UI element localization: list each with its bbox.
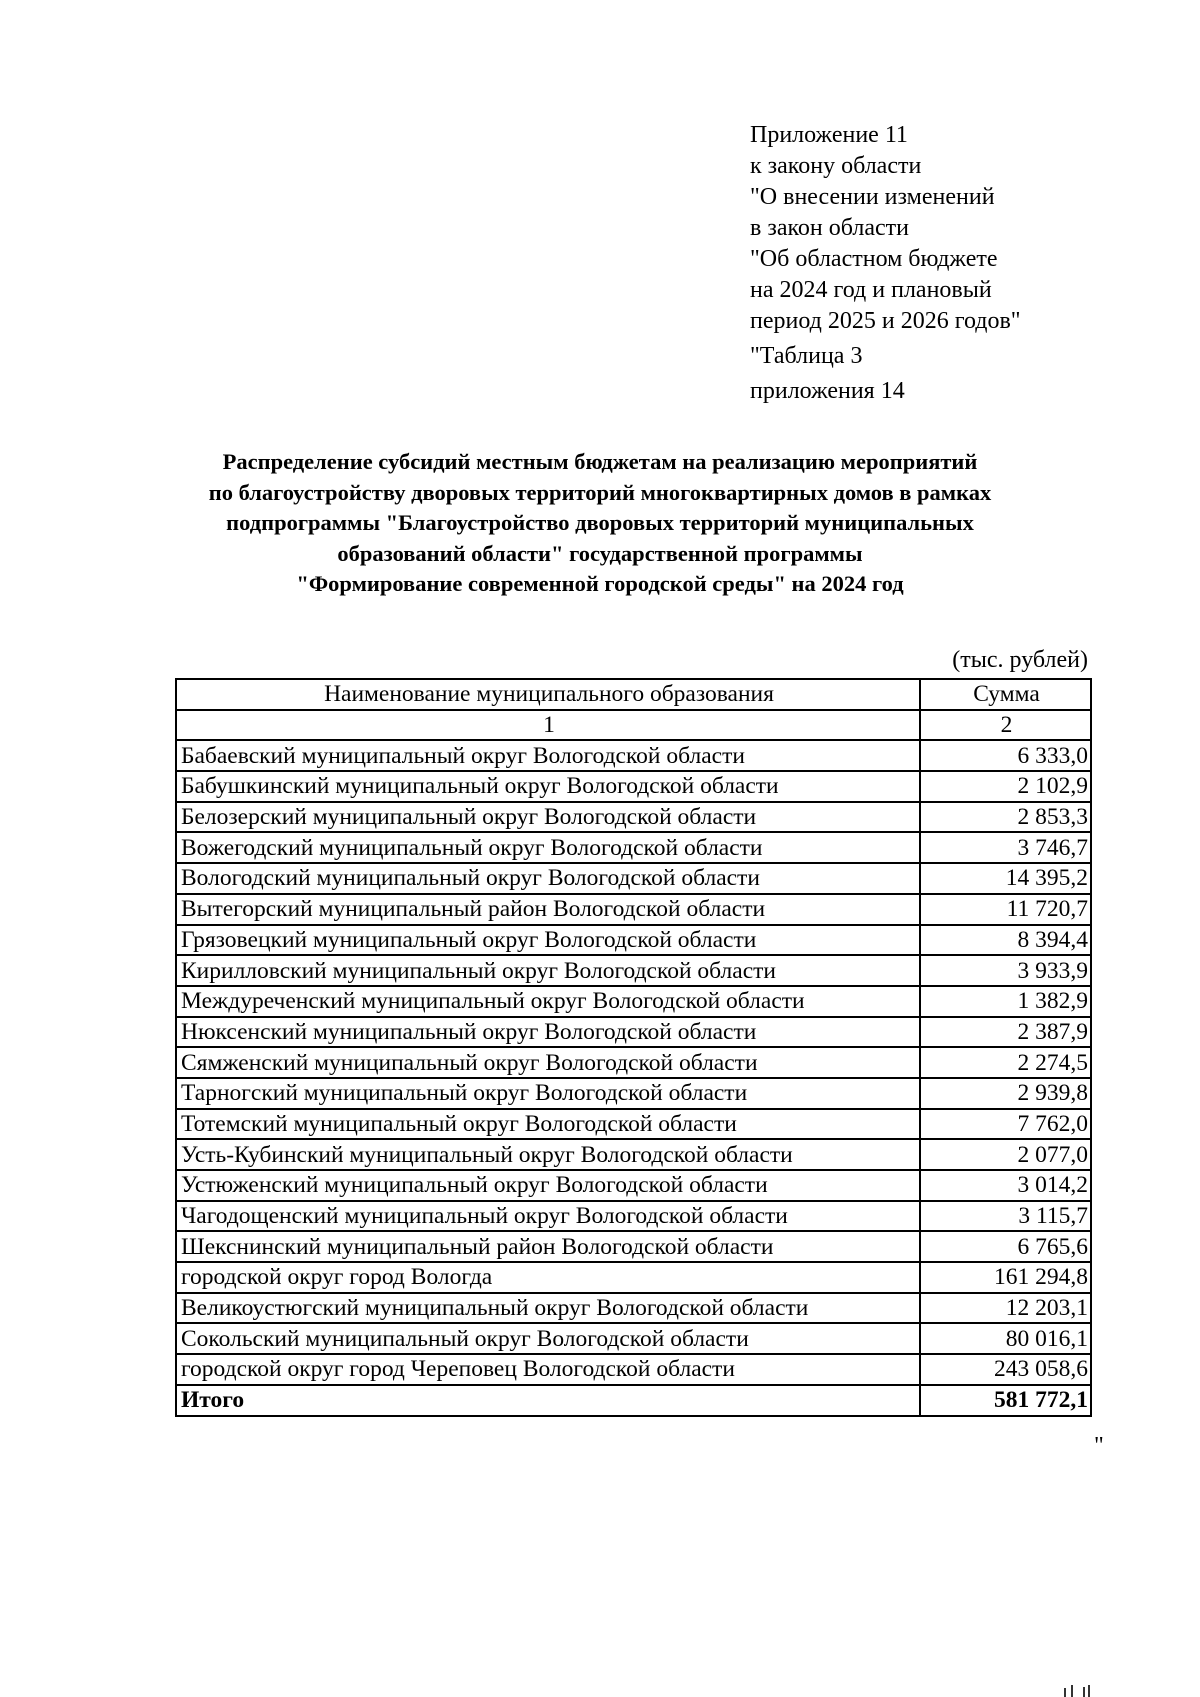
appendix-line: Приложение 11	[750, 122, 908, 148]
appendix-reference	[750, 120, 1021, 407]
subsidy-amount: 3 746,7	[920, 832, 1091, 863]
table-row	[176, 1170, 1091, 1201]
subsidy-amount: 6 333,0	[920, 740, 1091, 771]
units-label: (тыс. рублей)	[952, 647, 1088, 673]
municipality-name: Сокольский муниципальный округ Вологодской области	[176, 1323, 920, 1354]
table-row	[176, 1047, 1091, 1078]
subsidy-amount: 7 762,0	[920, 1109, 1091, 1140]
municipality-name: Грязовецкий муниципальный округ Вологодской области	[176, 925, 920, 956]
table-row	[176, 1139, 1091, 1170]
subsidy-amount: 3 014,2	[920, 1170, 1091, 1201]
municipality-name: Вологодский муниципальный округ Вологодской области	[176, 863, 920, 894]
table-row	[176, 986, 1091, 1017]
scan-artifact-marks	[1062, 1683, 1092, 1697]
title-line: образований области" государственной программы	[337, 540, 863, 566]
appendix-line: "О внесении изменений	[750, 184, 995, 210]
municipality-name: Тарногский муниципальный округ Вологодской области	[176, 1078, 920, 1109]
subsidy-amount: 2 077,0	[920, 1139, 1091, 1170]
table-row	[176, 894, 1091, 925]
subsidy-table	[175, 678, 1092, 1417]
subsidy-amount: 6 765,6	[920, 1231, 1091, 1262]
table-row	[176, 955, 1091, 986]
total-label: Итого	[176, 1385, 920, 1416]
appendix-line: "Таблица 3	[750, 343, 863, 369]
title-line: "Формирование современной городской среды" на 2024 год	[296, 571, 904, 596]
title-line: подпрограммы "Благоустройство дворовых территорий муниципальных	[226, 510, 974, 535]
subsidy-amount: 11 720,7	[920, 894, 1091, 925]
column-number: 1	[176, 710, 920, 741]
municipality-name: Тотемский муниципальный округ Вологодской области	[176, 1109, 920, 1140]
column-number: 2	[920, 710, 1091, 741]
municipality-name: Чагодощенский муниципальный округ Вологодской области	[176, 1201, 920, 1232]
table-row	[176, 1293, 1091, 1324]
subsidy-amount: 2 274,5	[920, 1047, 1091, 1078]
subsidy-amount: 80 016,1	[920, 1323, 1091, 1354]
municipality-name: Вытегорский муниципальный район Вологодской области	[176, 894, 920, 925]
total-amount: 581 772,1	[920, 1385, 1091, 1416]
municipality-name: Сямженский муниципальный округ Вологодской области	[176, 1047, 920, 1078]
table-row	[176, 925, 1091, 956]
table-row	[176, 771, 1091, 802]
subsidy-amount: 2 387,9	[920, 1017, 1091, 1048]
title-line: Распределение субсидий местным бюджетам на реализацию мероприятий	[222, 449, 978, 474]
table-row	[176, 1078, 1091, 1109]
column-number-row	[176, 710, 1091, 741]
subsidy-amount: 12 203,1	[920, 1293, 1091, 1324]
column-header-name: Наименование муниципального образования	[176, 679, 920, 710]
table-row	[176, 740, 1091, 771]
appendix-line: приложения 14	[750, 378, 905, 404]
subsidy-amount: 161 294,8	[920, 1262, 1091, 1293]
subsidy-amount: 14 395,2	[920, 863, 1091, 894]
appendix-line: к закону области	[750, 153, 922, 179]
municipality-name: Кирилловский муниципальный округ Вологодской области	[176, 955, 920, 986]
total-row	[176, 1385, 1091, 1416]
municipality-name: городской округ город Череповец Вологодской области	[176, 1354, 920, 1385]
municipality-name: Усть-Кубинский муниципальный округ Вологодской области	[176, 1139, 920, 1170]
municipality-name: Нюксенский муниципальный округ Вологодской области	[176, 1017, 920, 1048]
municipality-name: Великоустюгский муниципальный округ Вологодской области	[176, 1293, 920, 1324]
title-line: по благоустройству дворовых территорий многоквартирных домов в рамках	[208, 479, 992, 505]
table-row	[176, 863, 1091, 894]
appendix-line: в закон области	[750, 215, 909, 241]
table-row	[176, 832, 1091, 863]
table-row	[176, 1354, 1091, 1385]
table-header-row	[176, 679, 1091, 710]
table-row	[176, 1017, 1091, 1048]
subsidy-amount: 243 058,6	[920, 1354, 1091, 1385]
appendix-line: период 2025 и 2026 годов"	[750, 308, 1021, 334]
municipality-name: Устюженский муниципальный округ Вологодской области	[176, 1170, 920, 1201]
subsidy-amount: 2 853,3	[920, 802, 1091, 833]
municipality-name: Вожегодский муниципальный округ Вологодской области	[176, 832, 920, 863]
subsidy-amount: 2 939,8	[920, 1078, 1091, 1109]
table-body	[176, 740, 1091, 1384]
closing-quote: "	[1094, 1433, 1104, 1459]
column-header-amount: Сумма	[920, 679, 1091, 710]
document-title	[140, 447, 1060, 600]
table-row	[176, 1262, 1091, 1293]
table-row	[176, 1231, 1091, 1262]
appendix-line: "Об областном бюджете	[750, 246, 998, 272]
table-row	[176, 1323, 1091, 1354]
municipality-name: городской округ город Вологда	[176, 1262, 920, 1293]
municipality-name: Шекснинский муниципальный район Вологодской области	[176, 1231, 920, 1262]
subsidy-amount: 1 382,9	[920, 986, 1091, 1017]
municipality-name: Бабушкинский муниципальный округ Вологодской области	[176, 771, 920, 802]
municipality-name: Бабаевский муниципальный округ Вологодской области	[176, 740, 920, 771]
subsidy-amount: 2 102,9	[920, 771, 1091, 802]
municipality-name: Междуреченский муниципальный округ Вологодской области	[176, 986, 920, 1017]
table-row	[176, 802, 1091, 833]
table-row	[176, 1109, 1091, 1140]
municipality-name: Белозерский муниципальный округ Вологодской области	[176, 802, 920, 833]
subsidy-amount: 8 394,4	[920, 925, 1091, 956]
table-row	[176, 1201, 1091, 1232]
appendix-line: на 2024 год и плановый	[750, 277, 992, 303]
subsidy-amount: 3 933,9	[920, 955, 1091, 986]
subsidy-amount: 3 115,7	[920, 1201, 1091, 1232]
